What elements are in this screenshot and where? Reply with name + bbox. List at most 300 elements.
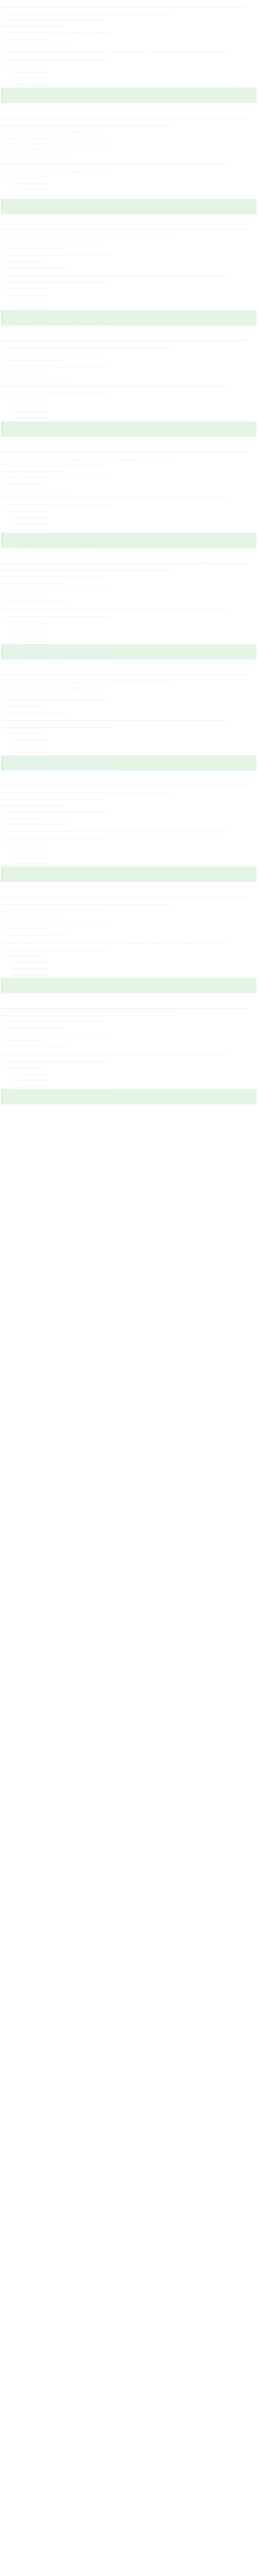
answer-line: [5, 1097, 254, 1103]
answer-text: [10, 535, 113, 540]
equation-text: [2, 906, 105, 911]
equation-text: [12, 296, 48, 301]
equation-line: [2, 79, 256, 86]
answer-line: [5, 1091, 254, 1097]
equation-line: [2, 151, 256, 157]
back-link-button[interactable]: [52, 173, 67, 177]
equation-line: [2, 472, 256, 479]
equation-line: [2, 930, 256, 936]
equation-text: [7, 61, 43, 66]
back-link-button[interactable]: [73, 133, 87, 138]
equation-text: [7, 819, 69, 824]
back-link-button[interactable]: [181, 121, 196, 125]
answer-highlight: [2, 199, 256, 214]
back-link-button[interactable]: [73, 356, 87, 360]
back-link-button[interactable]: [52, 257, 67, 261]
back-link-button[interactable]: [57, 742, 72, 746]
answer-line: [5, 312, 254, 318]
equation-text: [12, 970, 48, 975]
equation-line: [2, 184, 256, 191]
equation-text: [7, 1063, 43, 1068]
equation-text: [2, 461, 105, 466]
equation-line: [2, 578, 256, 584]
equation-text: [7, 28, 110, 33]
equation-line: [2, 806, 256, 812]
equation-text: [7, 952, 43, 957]
equation-text: [7, 840, 43, 845]
case-note: [2, 1049, 226, 1055]
equation-line: [2, 361, 256, 367]
answer-highlight: [2, 644, 256, 659]
equation-line: [2, 395, 256, 401]
equation-text: [7, 807, 110, 812]
equation-line: [2, 485, 256, 491]
section-heading: [2, 112, 246, 118]
equation-line: [2, 9, 256, 15]
answer-text: [10, 986, 113, 991]
back-link-button[interactable]: [181, 789, 196, 793]
equation-text: [2, 244, 63, 249]
equation-line: [2, 623, 256, 630]
answer-highlight: [2, 310, 256, 326]
equation-text: [12, 741, 48, 747]
equation-text: [7, 389, 110, 394]
equation-text: [7, 473, 110, 478]
equation-line: [2, 407, 256, 413]
equation-text: [7, 1029, 110, 1035]
equation-text: [12, 302, 48, 308]
equation-line: [2, 73, 256, 79]
equation-line: [2, 963, 256, 970]
back-link-button[interactable]: [181, 566, 196, 570]
equation-text: [7, 702, 43, 707]
equation-text: [2, 467, 63, 472]
equation-line: [2, 689, 256, 695]
equation-text: [7, 597, 69, 602]
equation-line: [2, 722, 256, 728]
case-note: [2, 604, 226, 609]
equation-line: [2, 701, 256, 707]
back-link-button[interactable]: [181, 1011, 196, 1015]
solution-section: [2, 224, 256, 326]
equation-line: [2, 178, 256, 184]
answer-highlight: [2, 421, 256, 437]
equation-text: [7, 479, 43, 484]
equation-text: [2, 689, 63, 694]
solution-section: [2, 669, 256, 771]
back-link-button[interactable]: [181, 232, 196, 236]
equation-line: [2, 800, 256, 806]
answer-text: [10, 869, 113, 874]
equation-text: [7, 590, 43, 596]
answer-line: [5, 874, 254, 880]
answer-text: [10, 90, 113, 95]
equation-text: [12, 735, 48, 740]
equation-line: [2, 238, 256, 244]
equation-text: [2, 121, 172, 126]
equation-line: [2, 27, 256, 33]
back-link-button[interactable]: [52, 480, 67, 484]
back-link-button[interactable]: [73, 801, 87, 805]
solution-section: [2, 891, 256, 993]
equation-text: [12, 964, 48, 969]
equation-text: [7, 395, 43, 400]
equation-line: [2, 296, 256, 302]
equation-text: [2, 238, 105, 243]
back-link-button[interactable]: [52, 284, 67, 289]
equation-text: [7, 145, 43, 150]
back-link-button[interactable]: [52, 925, 67, 929]
equation-text: [12, 401, 48, 406]
equation-text: [2, 900, 172, 905]
case-note: [2, 715, 226, 721]
equation-line: [2, 367, 256, 374]
answer-text: [10, 764, 113, 769]
equation-text: [7, 263, 69, 268]
equation-line: [2, 21, 256, 27]
back-link-button[interactable]: [73, 22, 87, 26]
equation-text: [7, 584, 110, 589]
equation-text: [2, 127, 105, 132]
back-link-button[interactable]: [73, 579, 87, 583]
equation-line: [2, 500, 256, 506]
equation-text: [12, 630, 48, 635]
equation-text: [12, 80, 48, 85]
equation-line: [2, 145, 256, 151]
back-link-button[interactable]: [57, 1076, 72, 1080]
equation-text: [7, 918, 110, 923]
equation-line: [2, 250, 256, 256]
answer-line: [5, 540, 254, 547]
equation-line: [2, 840, 256, 846]
answer-highlight: [2, 755, 256, 771]
equation-line: [2, 611, 256, 617]
equation-line: [2, 584, 256, 590]
equation-line: [2, 518, 256, 524]
answer-line: [5, 646, 254, 652]
equation-text: [12, 846, 48, 852]
answer-text: [10, 430, 113, 435]
equation-text: [12, 1069, 48, 1074]
section-heading: [2, 335, 246, 341]
back-link-button[interactable]: [52, 618, 67, 622]
back-link-button[interactable]: [181, 677, 196, 682]
equation-line: [2, 413, 256, 419]
equation-line: [2, 401, 256, 407]
equation-text: [7, 284, 43, 289]
equation-line: [2, 951, 256, 957]
equation-text: [12, 290, 48, 295]
section-heading: [2, 446, 246, 452]
equation-text: [7, 368, 43, 373]
back-link-button[interactable]: [181, 455, 196, 459]
solution-section: [2, 557, 256, 659]
back-link-button[interactable]: [52, 507, 67, 511]
solution-section: [2, 780, 256, 882]
back-link-button[interactable]: [52, 1036, 67, 1040]
equation-line: [2, 132, 256, 139]
answer-highlight: [2, 88, 256, 103]
equation-line: [2, 899, 256, 905]
answer-text: [10, 96, 113, 101]
equation-line: [2, 741, 256, 747]
answer-text: [10, 757, 113, 762]
answer-line: [5, 763, 254, 769]
back-link-button[interactable]: [73, 1024, 87, 1028]
equation-line: [2, 466, 256, 472]
answer-line: [5, 979, 254, 986]
equation-text: [7, 151, 69, 157]
equation-text: [7, 166, 110, 172]
back-link-button[interactable]: [52, 952, 67, 956]
equation-line: [2, 506, 256, 512]
equation-line: [2, 460, 256, 466]
back-link-button[interactable]: [181, 900, 196, 904]
back-link-button[interactable]: [52, 814, 67, 818]
equation-text: [7, 618, 43, 623]
answer-line: [5, 423, 254, 429]
back-link-button[interactable]: [52, 1063, 67, 1067]
case-note: [2, 493, 226, 498]
equation-text: [12, 853, 48, 858]
back-link-button[interactable]: [52, 62, 67, 66]
equation-line: [2, 290, 256, 296]
equation-text: [2, 22, 63, 27]
solution-section: [2, 446, 256, 548]
back-link-button[interactable]: [57, 519, 72, 523]
case-note: [2, 270, 226, 276]
equation-line: [2, 283, 256, 290]
answer-line: [5, 89, 254, 95]
equation-line: [2, 957, 256, 963]
equation-text: [2, 15, 105, 21]
section-heading: [2, 557, 246, 564]
equation-line: [2, 1069, 256, 1075]
answer-line: [5, 318, 254, 324]
equation-line: [2, 67, 256, 73]
back-link-button[interactable]: [57, 74, 72, 78]
equation-line: [2, 172, 256, 178]
equation-line: [2, 1016, 256, 1023]
answer-line: [5, 868, 254, 874]
back-link-button[interactable]: [73, 912, 87, 917]
equation-line: [2, 788, 256, 794]
equation-text: [2, 566, 172, 571]
back-link-button[interactable]: [57, 631, 72, 635]
back-link-button[interactable]: [181, 344, 196, 348]
section-heading: [2, 780, 246, 786]
back-link-button[interactable]: [57, 964, 72, 969]
equation-text: [12, 67, 48, 73]
equation-text: [2, 578, 63, 583]
back-link-button[interactable]: [57, 408, 72, 412]
equation-line: [2, 120, 256, 126]
back-link-button[interactable]: [73, 467, 87, 471]
equation-line: [2, 126, 256, 132]
section-heading: [2, 669, 246, 675]
equation-line: [2, 846, 256, 852]
equation-line: [2, 617, 256, 623]
equation-line: [2, 819, 256, 825]
document-page: [0, 0, 258, 1118]
answer-line: [5, 652, 254, 658]
equation-line: [2, 924, 256, 930]
equation-line: [2, 40, 256, 46]
equation-text: [2, 683, 105, 688]
equation-line: [2, 1023, 256, 1029]
equation-text: [2, 133, 63, 138]
back-link-button[interactable]: [52, 702, 67, 706]
equation-text: [7, 1042, 69, 1047]
back-link-button[interactable]: [52, 146, 67, 150]
back-link-button[interactable]: [73, 690, 87, 694]
equation-line: [2, 596, 256, 602]
equation-line: [2, 61, 256, 67]
equation-line: [2, 683, 256, 689]
equation-line: [2, 636, 256, 642]
back-link-button[interactable]: [181, 10, 196, 14]
case-note: [2, 159, 226, 164]
equation-line: [2, 343, 256, 349]
equation-text: [7, 374, 69, 379]
equation-text: [7, 696, 110, 701]
back-link-button[interactable]: [52, 841, 67, 845]
back-link-button[interactable]: [52, 35, 67, 39]
equation-line: [2, 454, 256, 460]
answer-text: [10, 652, 113, 657]
answer-text: [10, 875, 113, 880]
answer-highlight: [2, 1089, 256, 1105]
equation-text: [7, 257, 43, 262]
answer-text: [10, 201, 113, 206]
answer-text: [10, 423, 113, 429]
equation-text: [7, 278, 110, 283]
answer-highlight: [2, 533, 256, 548]
back-link-button[interactable]: [57, 185, 72, 190]
equation-text: [2, 1017, 105, 1022]
answer-line: [5, 200, 254, 207]
equation-text: [12, 408, 48, 413]
case-note: [2, 381, 226, 387]
equation-line: [2, 590, 256, 596]
equation-text: [12, 74, 48, 79]
answer-text: [10, 980, 113, 985]
equation-line: [2, 695, 256, 701]
equation-text: [7, 729, 43, 734]
equation-line: [2, 355, 256, 361]
equation-text: [7, 930, 69, 936]
equation-text: [12, 958, 48, 963]
equation-text: [7, 612, 110, 617]
back-link-button[interactable]: [52, 730, 67, 734]
solution-section: [2, 1, 256, 103]
equation-text: [12, 859, 48, 864]
equation-line: [2, 1081, 256, 1087]
equation-text: [2, 1023, 63, 1028]
equation-line: [2, 256, 256, 262]
answer-highlight: [2, 978, 256, 993]
back-link-button[interactable]: [57, 853, 72, 857]
equation-text: [12, 748, 48, 753]
equation-text: [12, 414, 48, 419]
equation-text: [7, 40, 69, 45]
equation-line: [2, 33, 256, 40]
equation-text: [7, 500, 110, 505]
solution-section: [2, 1003, 256, 1105]
equation-text: [12, 519, 48, 524]
equation-line: [2, 858, 256, 865]
equation-text: [7, 250, 110, 256]
answer-text: [10, 1097, 113, 1103]
equation-text: [7, 1036, 43, 1041]
equation-line: [2, 512, 256, 518]
back-link-button[interactable]: [52, 591, 67, 595]
equation-line: [2, 970, 256, 976]
equation-text: [2, 355, 63, 361]
equation-text: [12, 191, 48, 196]
equation-line: [2, 1075, 256, 1081]
equation-text: [7, 813, 43, 818]
equation-text: [2, 788, 172, 793]
equation-line: [2, 231, 256, 238]
answer-text: [10, 541, 113, 546]
case-note: [2, 47, 226, 53]
answer-line: [5, 534, 254, 540]
equation-text: [7, 55, 110, 60]
equation-line: [2, 1056, 256, 1062]
equation-text: [7, 34, 43, 39]
equation-text: [7, 362, 110, 367]
answer-text: [10, 312, 113, 317]
back-link-button[interactable]: [52, 396, 67, 400]
equation-line: [2, 905, 256, 911]
equation-line: [2, 302, 256, 308]
equation-line: [2, 676, 256, 683]
back-link-button[interactable]: [52, 368, 67, 372]
answer-line: [5, 986, 254, 992]
equation-line: [2, 1035, 256, 1041]
equation-text: [2, 232, 172, 237]
equation-text: [12, 525, 48, 530]
answer-text: [10, 1091, 113, 1096]
equation-line: [2, 945, 256, 951]
equation-text: [7, 173, 43, 178]
equation-text: [12, 179, 48, 184]
answer-highlight: [2, 867, 256, 882]
equation-line: [2, 707, 256, 714]
equation-text: [7, 485, 69, 490]
equation-line: [2, 1029, 256, 1035]
equation-text: [7, 139, 110, 144]
equation-line: [2, 15, 256, 21]
equation-text: [12, 636, 48, 641]
back-link-button[interactable]: [57, 297, 72, 301]
equation-line: [2, 1041, 256, 1047]
equation-line: [2, 166, 256, 172]
answer-line: [5, 95, 254, 101]
case-note: [2, 826, 226, 832]
answer-text: [10, 318, 113, 324]
equation-text: [2, 1011, 172, 1016]
answer-line: [5, 207, 254, 213]
equation-text: [7, 945, 110, 951]
solution-section: [2, 112, 256, 214]
case-note: [2, 938, 226, 943]
equation-line: [2, 479, 256, 485]
answer-text: [10, 646, 113, 651]
back-link-button[interactable]: [73, 245, 87, 249]
equation-line: [2, 244, 256, 250]
